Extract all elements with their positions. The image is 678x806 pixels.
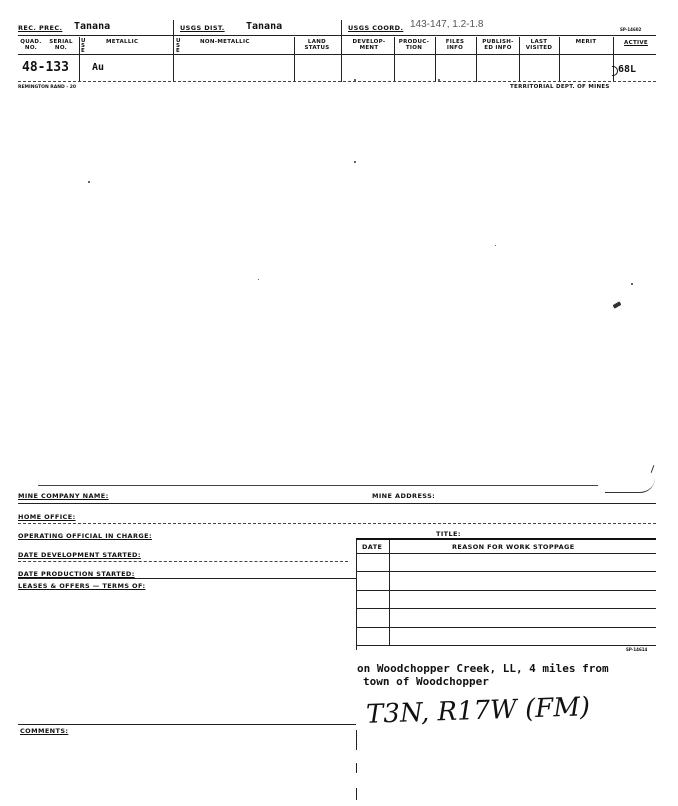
mine-address-label: MINE ADDRESS: — [372, 492, 436, 500]
usgs-dist-value: Tanana — [246, 21, 283, 32]
col-last-visited: LAST VISITED — [525, 39, 553, 51]
usgs-coord-value: 143-147, 1.2-1.8 — [410, 19, 484, 30]
record-active-code: 68L — [618, 64, 637, 75]
col-published-info: PUBLISH- ED INFO — [482, 39, 514, 51]
rec-prec-value: Tanana — [74, 21, 111, 32]
operating-official-label: OPERATING OFFICIAL IN CHARGE: — [18, 532, 152, 540]
col-files-info: FILES INFO — [445, 39, 465, 51]
typed-note — [357, 662, 609, 688]
col-serial-no: SERIAL NO. — [49, 39, 73, 51]
reason-col-label: REASON FOR WORK STOPPAGE — [452, 543, 575, 551]
col-merit: MERIT — [575, 39, 597, 45]
record-metallic: Au — [92, 62, 105, 73]
col-quad-no: QUAD. NO. — [20, 39, 42, 51]
speck — [354, 161, 356, 163]
typed-note-line-1: on Woodchopper Creek, LL, 4 miles from — [357, 662, 609, 675]
speck — [613, 301, 622, 308]
speck — [258, 279, 259, 280]
date-production-label: DATE PRODUCTION STARTED: — [18, 570, 135, 578]
home-office-label: HOME OFFICE: — [18, 513, 76, 521]
leases-label: LEASES & OFFERS — TERMS OF: — [18, 582, 146, 590]
date-col-label: DATE — [362, 543, 383, 551]
col-non-metallic: NON-METALLIC — [200, 39, 250, 45]
col-land-status: LAND STATUS — [304, 39, 330, 51]
col-development: DEVELOP- MENT — [352, 39, 386, 51]
form-number: SP-14602 — [620, 27, 642, 32]
mine-company-name-label: MINE COMPANY NAME: — [18, 492, 109, 500]
col-metallic: METALLIC — [106, 39, 139, 45]
usgs-coord-label: USGS COORD. — [348, 24, 404, 32]
date-development-label: DATE DEVELOPMENT STARTED: — [18, 551, 141, 559]
record-quad-serial: 48-133 — [22, 60, 69, 75]
col-use-2: U S E — [176, 38, 181, 54]
typed-note-line-2: town of Woodchopper — [363, 675, 489, 688]
usgs-dist-label: USGS DIST. — [180, 24, 225, 32]
speck — [495, 245, 496, 246]
col-use-1: U S E — [81, 38, 86, 54]
rec-prec-label: REC. PREC. — [18, 24, 63, 32]
speck — [88, 181, 90, 183]
comments-label: COMMENTS: — [20, 727, 69, 735]
title-label: TITLE: — [436, 530, 461, 538]
printer-line: REMINGTON RAND - 20 — [18, 85, 77, 90]
col-active: ACTIVE — [624, 40, 648, 46]
form-number-2: SP-14614 — [626, 647, 648, 652]
speck — [631, 283, 633, 285]
col-production: PRODUC- TION — [398, 39, 430, 51]
handwritten-note: T3N, R17W (FM) — [365, 692, 591, 730]
territorial-dept: TERRITORIAL DEPT. OF MINES — [510, 84, 610, 90]
